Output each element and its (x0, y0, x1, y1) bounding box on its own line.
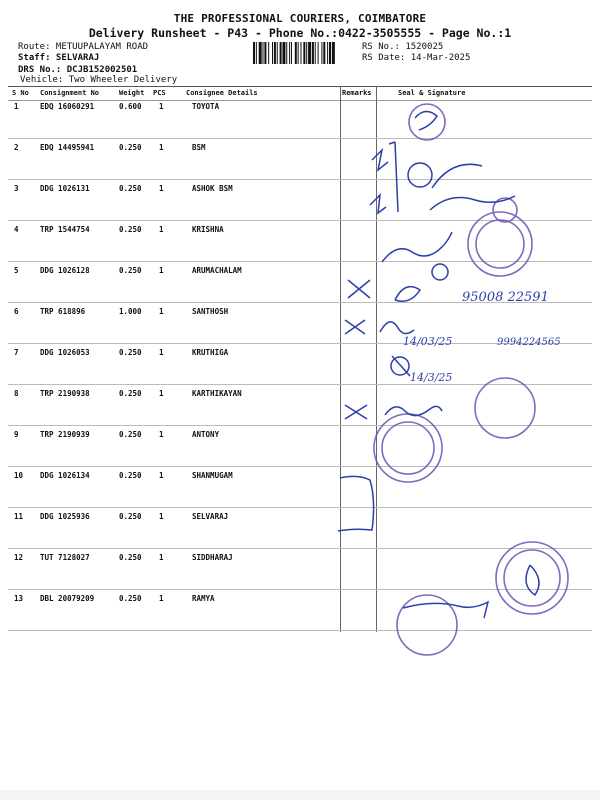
signature-loop-icon (432, 264, 448, 280)
cell-pcs: 1 (159, 389, 164, 398)
signature-1-icon (415, 111, 437, 130)
signature-2-icon (432, 164, 482, 188)
route-label: Route: METUUPALAYAM ROAD (18, 42, 149, 52)
company-title: THE PROFESSIONAL COURIERS, COIMBATORE (173, 12, 427, 25)
cell-weight: 0.250 (119, 471, 142, 480)
rs-number: RS No.: 1520025 (362, 42, 444, 52)
signature-4-icon (382, 232, 452, 262)
header-pcs: PCS (153, 89, 166, 97)
cell-sno: 1 (14, 102, 19, 111)
header-weight: Weight (119, 89, 145, 97)
cell-consignee: ARUMACHALAM (192, 266, 242, 275)
cell-pcs: 1 (159, 307, 164, 316)
cell-pcs: 1 (159, 594, 164, 603)
drs-number: DRS No.: DCJB152002501 (18, 65, 138, 75)
cell-sno: 9 (14, 430, 19, 439)
cell-sno: 2 (14, 143, 19, 152)
cell-sno: 3 (14, 184, 19, 193)
header-consignee: Consignee Details (186, 89, 258, 97)
cell-pcs: 1 (159, 266, 164, 275)
cell-sno: 7 (14, 348, 19, 357)
stamp-seal-icon (409, 104, 445, 140)
cell-sno: 10 (14, 471, 24, 480)
cell-weight: 0.250 (119, 266, 142, 275)
cell-sno: 4 (14, 225, 19, 234)
cell-pcs: 1 (159, 553, 164, 562)
cell-sno: 11 (14, 512, 24, 521)
cell-consignee: KARTHIKAYAN (192, 389, 242, 398)
handwritten-date-1: 14/03/25 (403, 335, 453, 348)
cell-consignment-no: EDQ 14495941 (40, 143, 95, 152)
header-consignment: Consignment No (40, 89, 100, 97)
cell-consignee: SANTHOSH (192, 307, 229, 316)
signature-loop-icon (408, 163, 432, 187)
cell-sno: 13 (14, 594, 24, 603)
handwritten-phone-1: 95008 22591 (462, 290, 549, 305)
cell-weight: 0.600 (119, 102, 142, 111)
cell-consignment-no: TUT 7128027 (40, 553, 90, 562)
cell-consignment-no: EDQ 16060291 (40, 102, 95, 111)
cell-weight: 0.250 (119, 348, 142, 357)
stamp-inner-ring-icon (476, 220, 524, 268)
vehicle-label: Vehicle: Two Wheeler Delivery (20, 75, 178, 85)
handwritten-phone-2: 9994224565 (497, 337, 561, 348)
signature-scribble-icon (372, 150, 388, 170)
cell-weight: 0.250 (119, 594, 142, 603)
stamp-seal-icon (496, 542, 568, 614)
cell-pcs: 1 (159, 512, 164, 521)
cell-pcs: 1 (159, 430, 164, 439)
cell-weight: 0.250 (119, 512, 142, 521)
cell-weight: 0.250 (119, 553, 142, 562)
cell-consignment-no: DDG 1026131 (40, 184, 90, 193)
cell-consignee: KRUTHIGA (192, 348, 229, 357)
cell-weight: 1.000 (119, 307, 142, 316)
cell-pcs: 1 (159, 143, 164, 152)
cell-weight: 0.250 (119, 225, 142, 234)
scan-edge (0, 790, 600, 800)
header-remarks: Remarks (342, 89, 372, 97)
cell-consignee: SELVARAJ (192, 512, 229, 521)
cell-weight: 0.250 (119, 389, 142, 398)
cell-pcs: 1 (159, 471, 164, 480)
cell-weight: 0.250 (119, 184, 142, 193)
runsheet-subtitle: Delivery Runsheet - P43 - Phone No.:0422-3505555 - Page No.:1 (88, 26, 512, 40)
cell-consignee: ANTONY (192, 430, 220, 439)
stamp-seal-icon (374, 414, 442, 482)
cross-mark-icon (348, 280, 370, 298)
cell-consignment-no: TRP 2190938 (40, 389, 90, 398)
header-sno: S No (12, 89, 29, 97)
cell-consignment-no: TRP 1544754 (40, 225, 90, 234)
signature-stroke-icon (389, 142, 398, 212)
cell-pcs: 1 (159, 102, 164, 111)
cell-consignee: TOYOTA (192, 102, 220, 111)
cell-sno: 6 (14, 307, 19, 316)
cell-consignment-no: DDG 1026053 (40, 348, 90, 357)
header-seal-signature: Seal & Signature (398, 89, 466, 97)
cell-consignee: ASHOK BSM (192, 184, 233, 193)
signature-9-icon (403, 602, 488, 618)
stamp-inner-ring-icon (382, 422, 434, 474)
cell-weight: 0.250 (119, 143, 142, 152)
cell-consignment-no: DDG 1025936 (40, 512, 90, 521)
cell-consignment-no: TRP 618896 (40, 307, 86, 316)
cell-consignee: SIDDHARAJ (192, 553, 233, 562)
cell-consignment-no: DDG 1026128 (40, 266, 90, 275)
signature-5-icon (395, 287, 420, 302)
signature-8-icon (526, 565, 539, 595)
staff-label: Staff: SELVARAJ (18, 53, 100, 63)
bracket-mark-icon (338, 476, 374, 531)
signature-6-icon (380, 322, 414, 334)
cell-consignment-no: DDG 1026134 (40, 471, 90, 480)
signature-scribble-icon (370, 195, 386, 213)
cell-consignee: BSM (192, 143, 206, 152)
cell-consignee: KRISHNA (192, 225, 224, 234)
cell-consignment-no: TRP 2190939 (40, 430, 90, 439)
rs-date: RS Date: 14-Mar-2025 (362, 53, 471, 63)
cell-sno: 8 (14, 389, 19, 398)
handwritten-date-2: 14/3/25 (410, 371, 453, 384)
cell-pcs: 1 (159, 225, 164, 234)
cross-mark-icon (345, 405, 367, 419)
cell-pcs: 1 (159, 348, 164, 357)
cell-sno: 5 (14, 266, 19, 275)
cell-consignee: SHANMUGAM (192, 471, 233, 480)
cross-mark-icon (345, 320, 365, 334)
cell-pcs: 1 (159, 184, 164, 193)
stamp-seal-icon (475, 378, 535, 438)
cell-consignee: RAMYA (192, 594, 215, 603)
cell-weight: 0.250 (119, 430, 142, 439)
cell-consignment-no: DBL 20079209 (40, 594, 95, 603)
cell-sno: 12 (14, 553, 24, 562)
stamp-inner-ring-icon (504, 550, 560, 606)
